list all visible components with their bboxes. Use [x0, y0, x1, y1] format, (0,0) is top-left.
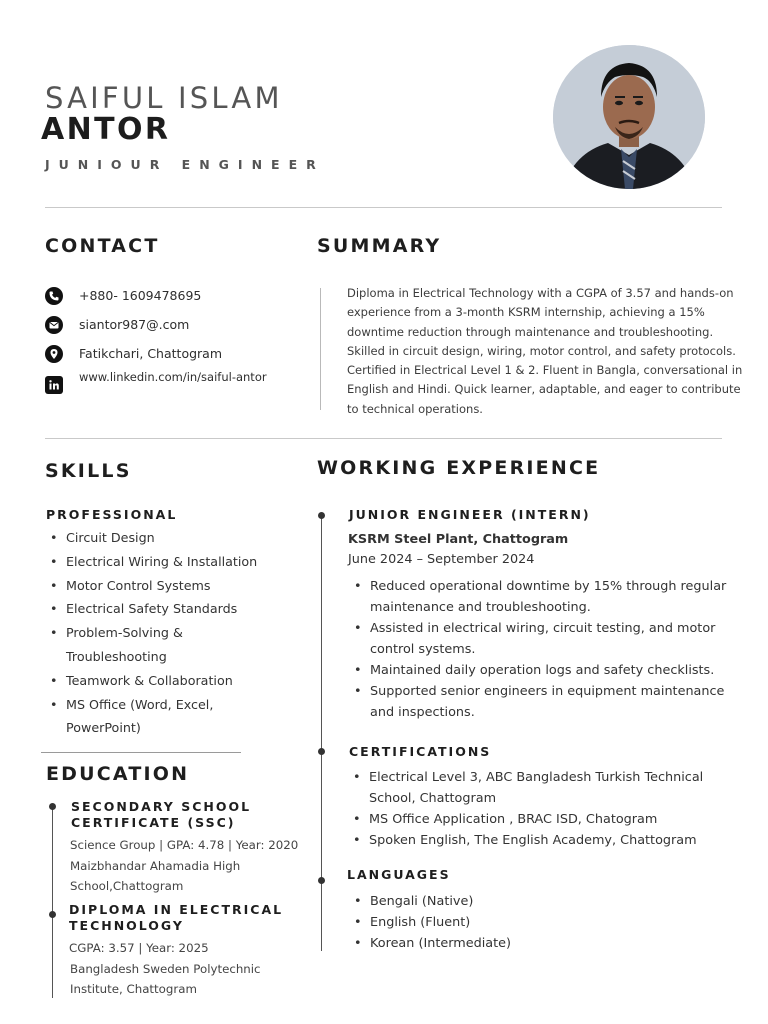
list-item: • Teamwork & Collaboration	[46, 669, 286, 693]
portrait-illustration	[553, 45, 705, 189]
list-item: • Problem-Solving & Troubleshooting	[46, 621, 216, 669]
location-icon	[45, 345, 63, 363]
phone-icon	[45, 287, 63, 305]
education-title: DIPLOMA IN ELECTRICAL TECHNOLOGY	[69, 902, 284, 933]
summary-text: Diploma in Electrical Technology with a CGPA of 3.57 and hands-on experience from a 3-month KSRM internship, achieving a 15% downtime reduction through maintenance and troubleshooting. Skilled in circuit design, wiring, motor control, and safety protocols. Certified in Electrical Level 1 & 2. Fluent in Bangla, conversational in English and Hindi. Quick learner, adaptable, and eager to contribute to technical operations.	[347, 286, 743, 416]
certifications-heading: CERTIFICATIONS	[349, 744, 492, 759]
skills-list	[46, 526, 286, 740]
certifications-list	[349, 767, 749, 851]
name-first-line: SAIFUL ISLAM	[45, 81, 283, 115]
education-details: CGPA: 3.57 | Year: 2025	[69, 941, 209, 955]
summary-heading: SUMMARY	[317, 235, 442, 257]
job-dates: June 2024 – September 2024	[348, 552, 535, 567]
list-item: • Spoken English, The English Academy, Chattogram	[349, 830, 749, 851]
experience-heading: WORKING EXPERIENCE	[317, 457, 601, 479]
languages-heading: LANGUAGES	[347, 867, 451, 882]
email-icon	[45, 316, 63, 334]
contact-linkedin-link[interactable]: www.linkedin.com/in/saiful-antor	[79, 370, 267, 384]
list-item: • Supported senior engineers in equipment maintenance and inspections.	[350, 681, 750, 723]
education-title: SECONDARY SCHOOL CERTIFICATE (SSC)	[71, 799, 252, 830]
list-item: • Bengali (Native)	[350, 891, 650, 912]
list-item: • MS Office Application , BRAC ISD, Chatogram	[349, 809, 749, 830]
skills-subheading: PROFESSIONAL	[46, 507, 178, 522]
list-item: • Motor Control Systems	[46, 574, 286, 598]
job-title: JUNIOR ENGINEER (INTERN)	[349, 507, 591, 522]
job-role: JUNIOUR ENGINEER	[45, 157, 325, 172]
skills-heading: SKILLS	[45, 460, 132, 482]
list-item: • Circuit Design	[46, 526, 286, 550]
list-item: • Assisted in electrical wiring, circuit testing, and motor control systems.	[350, 618, 750, 660]
contact-location: Fatikchari, Chattogram	[79, 346, 222, 361]
education-details: Science Group | GPA: 4.78 | Year: 2020	[70, 838, 299, 852]
list-item: • Electrical Level 3, ABC Bangladesh Turkish Technical School, Chattogram	[349, 767, 749, 809]
list-item: • English (Fluent)	[350, 912, 650, 933]
list-item: • MS Office (Word, Excel, PowerPoint)	[46, 693, 236, 741]
contact-email[interactable]: siantor987@.com	[79, 317, 190, 332]
timeline-dot	[318, 512, 325, 519]
experience-bullets	[350, 576, 750, 723]
contact-linkedin-row	[45, 370, 295, 396]
name-last-line: ANTOR	[41, 112, 171, 147]
skills-divider	[41, 752, 241, 753]
education-heading: EDUCATION	[46, 763, 190, 785]
contact-email-row	[45, 314, 295, 336]
experience-timeline	[321, 515, 322, 951]
timeline-dot	[49, 803, 56, 810]
profile-photo	[553, 45, 705, 189]
linkedin-icon	[45, 376, 63, 394]
list-item: • Electrical Wiring & Installation	[46, 550, 286, 574]
timeline-dot	[318, 877, 325, 884]
contact-heading: CONTACT	[45, 235, 160, 257]
timeline-dot	[318, 748, 325, 755]
list-item: • Korean (Intermediate)	[350, 933, 650, 954]
list-item: • Maintained daily operation logs and safety checklists.	[350, 660, 750, 681]
education-institute: Bangladesh Sweden Polytechnic Institute, Chattogram	[70, 962, 261, 996]
summary-divider	[320, 288, 321, 410]
header-divider	[45, 207, 722, 208]
contact-location-row	[45, 343, 295, 365]
timeline-dot	[49, 911, 56, 918]
contact-phone-row	[45, 285, 295, 307]
list-item: • Reduced operational downtime by 15% through regular maintenance and troubleshooting.	[350, 576, 750, 618]
list-item: • Electrical Safety Standards	[46, 597, 286, 621]
contact-phone[interactable]: +880- 1609478695	[79, 288, 202, 303]
job-company: KSRM Steel Plant, Chattogram	[348, 532, 569, 547]
section-divider	[45, 438, 722, 439]
languages-list	[350, 891, 650, 954]
education-timeline	[52, 806, 53, 998]
education-institute: Maizbhandar Ahamadia High School,Chattogram	[70, 859, 241, 893]
